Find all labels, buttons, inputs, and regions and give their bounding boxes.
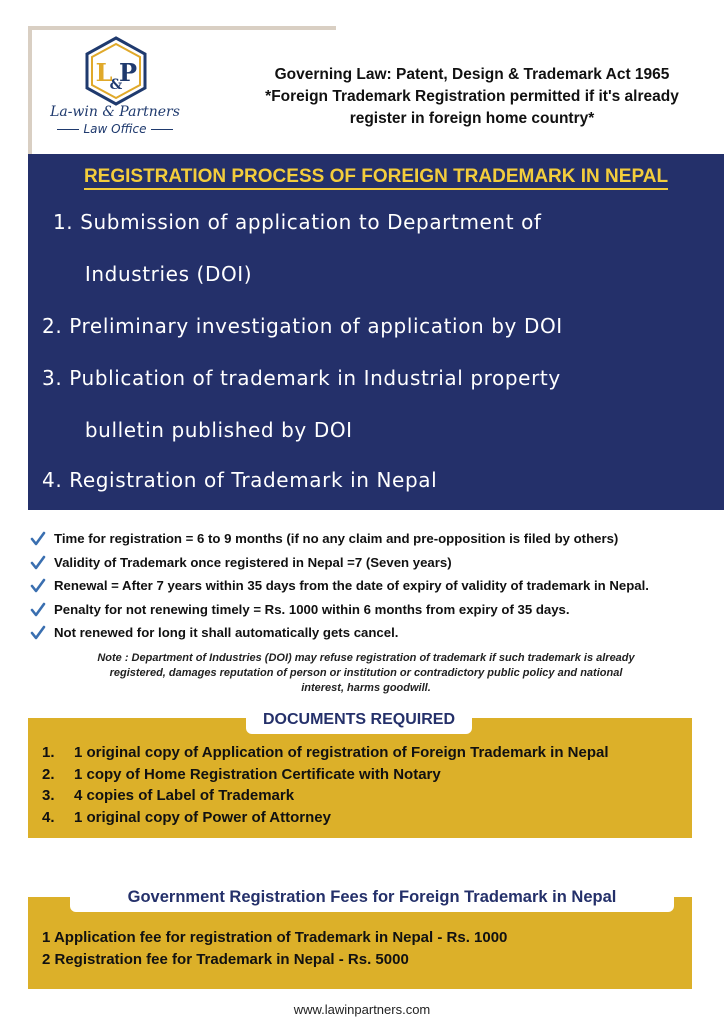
step-line-3: 2. Preliminary investigation of application by DOI xyxy=(42,314,563,338)
check-item xyxy=(30,624,720,648)
step-line-4: 3. Publication of trademark in Industrial property xyxy=(42,366,561,390)
checkmark-icon xyxy=(30,555,46,571)
logo-letter-p: P xyxy=(118,58,138,87)
fees-list xyxy=(42,927,682,971)
check-item xyxy=(30,577,720,601)
note-line-3: interest, harms goodwill. xyxy=(301,682,431,694)
process-title xyxy=(28,166,724,188)
note-line-2: registered, damages reputation of person or institution or contradictory public policy and national xyxy=(109,667,623,679)
step-line-2: Industries (DOI) xyxy=(64,262,253,286)
logo-firm-subtitle xyxy=(40,122,190,136)
checkmark-icon xyxy=(30,625,46,641)
frame-left-border xyxy=(28,26,32,156)
list-number: 1. xyxy=(42,744,55,761)
info-checklist xyxy=(30,530,720,648)
refusal-note xyxy=(46,651,686,696)
registration-process-panel xyxy=(28,154,724,510)
list-item xyxy=(42,764,682,786)
step-line-5: bulletin published by DOI xyxy=(64,418,353,442)
list-item xyxy=(42,742,682,764)
fees-title: Government Registration Fees for Foreign Trademark in Nepal xyxy=(127,888,617,906)
list-number: 4. xyxy=(42,808,55,826)
check-item-text: Validity of Trademark once registered in Nepal =7 (Seven years) xyxy=(54,554,452,570)
list-text: 1 original copy of Application of registration of Foreign Trademark in Nepal xyxy=(74,744,609,761)
logo-letter-l: L xyxy=(95,58,113,87)
logo-subtitle-text: Law Office xyxy=(83,122,147,136)
check-item-text: Time for registration = 6 to 9 months (if no any claim and pre-opposition is filed by others) xyxy=(54,531,619,546)
list-text: 1 original copy of Power of Attorney xyxy=(74,808,331,826)
list-item: 2 Registration fee for Trademark in Nepal - Rs. 5000 xyxy=(42,951,409,968)
documents-required-panel xyxy=(28,718,692,838)
documents-list xyxy=(42,742,682,828)
step-line-1: 1. Submission of application to Department of xyxy=(46,210,542,234)
check-item-text: Renewal = After 7 years within 35 days from the date of expiry of validity of trademark in Nepal. xyxy=(54,578,649,594)
checkmark-icon xyxy=(30,602,46,618)
checkmark-icon xyxy=(30,578,46,594)
website-url[interactable]: www.lawinpartners.com xyxy=(293,1002,431,1017)
list-number: 3. xyxy=(42,787,55,804)
check-item xyxy=(30,601,720,625)
check-item xyxy=(30,530,720,554)
governing-law-header xyxy=(232,64,712,130)
process-title-text: REGISTRATION PROCESS OF FOREIGN TRADEMARK IN NEPAL xyxy=(84,166,668,190)
check-item xyxy=(30,554,720,578)
frame-top-border xyxy=(28,26,336,30)
checkmark-icon xyxy=(30,531,46,547)
header-line-3: register in foreign home country* xyxy=(349,110,595,127)
step-line-6: 4. Registration of Trademark in Nepal xyxy=(42,468,438,492)
list-number: 2. xyxy=(42,765,55,783)
logo-firm-name: La-win & Partners xyxy=(50,104,180,120)
header-line-2: *Foreign Trademark Registration permitted if it's already xyxy=(265,88,679,105)
list-item xyxy=(42,807,682,829)
note-line-1: Note : Department of Industries (DOI) may refuse registration of trademark if such trademark is already xyxy=(97,652,635,664)
list-item: 1 Application fee for registration of Trademark in Nepal - Rs. 1000 xyxy=(42,929,508,946)
check-item-text: Not renewed for long it shall automatically gets cancel. xyxy=(54,625,399,641)
logo-ampersand: & xyxy=(109,77,123,93)
documents-title: DOCUMENTS REQUIRED xyxy=(262,711,455,728)
list-text: 4 copies of Label of Trademark xyxy=(74,787,295,804)
header-line-1: Governing Law: Patent, Design & Trademark Act 1965 xyxy=(274,66,670,83)
check-item-text: Penalty for not renewing timely = Rs. 1000 within 6 months from expiry of 35 days. xyxy=(54,601,570,617)
list-text: 1 copy of Home Registration Certificate with Notary xyxy=(74,765,441,783)
list-item xyxy=(42,785,682,807)
